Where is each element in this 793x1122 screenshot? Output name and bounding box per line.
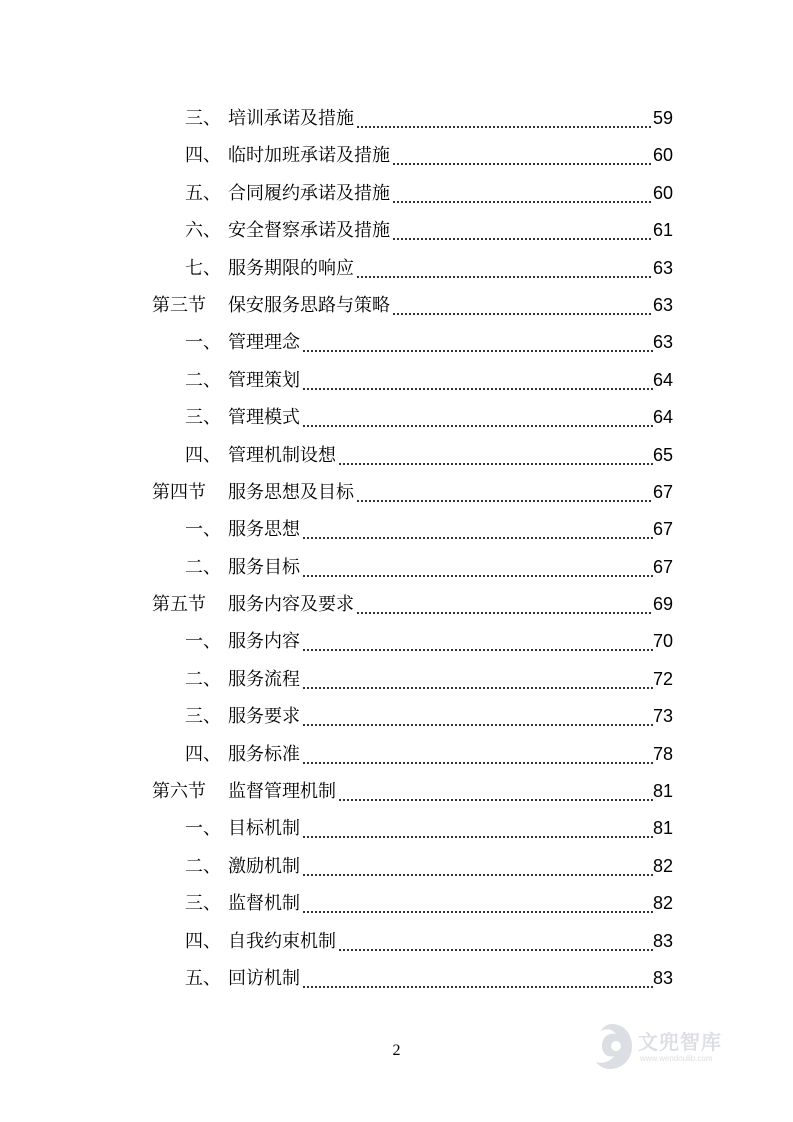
toc-number: 第四节 — [152, 481, 206, 503]
toc-title: 服务内容及要求 — [228, 586, 356, 623]
toc-page-number: 81 — [652, 781, 673, 802]
toc-page-number: 82 — [652, 855, 673, 876]
toc-item-row[interactable] — [0, 698, 793, 735]
toc-title: 管理策划 — [228, 362, 302, 399]
toc-item-row[interactable] — [0, 100, 793, 137]
toc-number: 一、 — [185, 332, 221, 354]
toc-dot-leader — [302, 687, 653, 689]
toc-title: 服务目标 — [228, 549, 302, 586]
toc-number: 四、 — [185, 444, 221, 466]
toc-number: 第五节 — [152, 594, 206, 616]
toc-page-number: 63 — [652, 294, 673, 315]
watermark-text: 文兜智库 — [638, 1030, 722, 1054]
toc-number: 一、 — [185, 631, 221, 653]
toc-dot-leader — [338, 799, 653, 801]
toc-page-number: 83 — [652, 967, 673, 988]
toc-number: 五、 — [185, 967, 221, 989]
toc-page-number: 72 — [652, 668, 673, 689]
table-of-contents — [0, 100, 793, 997]
toc-page-number: 60 — [652, 182, 673, 203]
toc-title: 合同履约承诺及措施 — [228, 175, 392, 212]
toc-title: 临时加班承诺及措施 — [228, 137, 392, 174]
toc-page-number: 61 — [652, 220, 673, 241]
toc-number: 二、 — [185, 369, 221, 391]
toc-item-row[interactable] — [0, 960, 793, 997]
toc-title: 服务流程 — [228, 661, 302, 698]
toc-item-row[interactable] — [0, 923, 793, 960]
toc-item-row[interactable] — [0, 623, 793, 660]
toc-title: 监督机制 — [228, 885, 302, 922]
toc-title: 保安服务思路与策略 — [228, 287, 392, 324]
toc-number: 第三节 — [152, 294, 206, 316]
toc-item-row[interactable] — [0, 137, 793, 174]
toc-number: 四、 — [185, 743, 221, 765]
toc-dot-leader — [356, 612, 653, 614]
toc-page-number: 60 — [652, 145, 673, 166]
toc-item-row[interactable] — [0, 399, 793, 436]
toc-item-row[interactable] — [0, 212, 793, 249]
toc-title: 回访机制 — [228, 960, 302, 997]
toc-page-number: 67 — [652, 556, 673, 577]
toc-dot-leader — [338, 463, 653, 465]
toc-page-number: 83 — [652, 930, 673, 951]
toc-number: 一、 — [185, 519, 221, 541]
toc-dot-leader — [302, 425, 653, 427]
toc-item-row[interactable] — [0, 885, 793, 922]
toc-page-number: 70 — [652, 631, 673, 652]
toc-dot-leader — [302, 762, 653, 764]
toc-section-row[interactable] — [0, 474, 793, 511]
toc-page-number: 59 — [652, 107, 673, 128]
toc-number: 二、 — [185, 556, 221, 578]
toc-item-row[interactable] — [0, 511, 793, 548]
toc-dot-leader — [356, 500, 653, 502]
toc-section-row[interactable] — [0, 287, 793, 324]
toc-dot-leader — [302, 537, 653, 539]
toc-title: 管理理念 — [228, 324, 302, 361]
toc-page-number: 64 — [652, 407, 673, 428]
toc-dot-leader — [338, 949, 653, 951]
toc-item-row[interactable] — [0, 661, 793, 698]
toc-title: 服务要求 — [228, 698, 302, 735]
toc-item-row[interactable] — [0, 437, 793, 474]
toc-dot-leader — [356, 126, 653, 128]
toc-dot-leader — [302, 388, 653, 390]
toc-number: 二、 — [185, 855, 221, 877]
toc-item-row[interactable] — [0, 810, 793, 847]
toc-page-number: 63 — [652, 257, 673, 278]
toc-page-number: 82 — [652, 893, 673, 914]
toc-dot-leader — [356, 276, 653, 278]
toc-item-row[interactable] — [0, 324, 793, 361]
toc-item-row[interactable] — [0, 250, 793, 287]
toc-page-number: 69 — [652, 594, 673, 615]
toc-page-number: 81 — [652, 818, 673, 839]
toc-page-number: 64 — [652, 369, 673, 390]
toc-section-row[interactable] — [0, 586, 793, 623]
toc-dot-leader — [392, 201, 653, 203]
toc-title: 服务思想 — [228, 511, 302, 548]
toc-number: 四、 — [185, 145, 221, 167]
toc-title: 管理模式 — [228, 399, 302, 436]
toc-dot-leader — [392, 313, 653, 315]
toc-number: 三、 — [185, 706, 221, 728]
toc-title: 服务期限的响应 — [228, 250, 356, 287]
toc-item-row[interactable] — [0, 736, 793, 773]
watermark-url: www.wendoulib.com — [640, 1054, 713, 1063]
toc-number: 三、 — [185, 893, 221, 915]
toc-page-number: 78 — [652, 743, 673, 764]
toc-page-number: 73 — [652, 706, 673, 727]
toc-dot-leader — [302, 874, 653, 876]
toc-dot-leader — [302, 911, 653, 913]
toc-title: 管理机制设想 — [228, 437, 338, 474]
toc-dot-leader — [302, 986, 653, 988]
toc-dot-leader — [392, 238, 653, 240]
toc-number: 第六节 — [152, 781, 206, 803]
toc-title: 激励机制 — [228, 848, 302, 885]
toc-dot-leader — [302, 350, 653, 352]
toc-title: 安全督察承诺及措施 — [228, 212, 392, 249]
toc-dot-leader — [302, 649, 653, 651]
toc-dot-leader — [302, 724, 653, 726]
toc-number: 七、 — [185, 257, 221, 279]
toc-item-row[interactable] — [0, 362, 793, 399]
toc-dot-leader — [302, 836, 653, 838]
toc-number: 五、 — [185, 182, 221, 204]
toc-item-row[interactable] — [0, 175, 793, 212]
toc-page-number: 67 — [652, 481, 673, 502]
watermark — [590, 1020, 760, 1075]
toc-item-row[interactable] — [0, 848, 793, 885]
toc-number: 六、 — [185, 220, 221, 242]
toc-title: 目标机制 — [228, 810, 302, 847]
toc-dot-leader — [302, 575, 653, 577]
toc-number: 二、 — [185, 668, 221, 690]
toc-item-row[interactable] — [0, 549, 793, 586]
toc-title: 监督管理机制 — [228, 773, 338, 810]
toc-page-number: 65 — [652, 444, 673, 465]
toc-title: 服务内容 — [228, 623, 302, 660]
toc-page-number: 63 — [652, 332, 673, 353]
toc-number: 三、 — [185, 407, 221, 429]
toc-number: 一、 — [185, 818, 221, 840]
toc-dot-leader — [392, 163, 653, 165]
wendu-logo-icon — [590, 1022, 634, 1072]
toc-title: 服务思想及目标 — [228, 474, 356, 511]
toc-title: 自我约束机制 — [228, 923, 338, 960]
toc-page-number: 67 — [652, 519, 673, 540]
toc-title: 服务标准 — [228, 736, 302, 773]
page-number: 2 — [392, 1042, 401, 1059]
toc-number: 三、 — [185, 107, 221, 129]
toc-number: 四、 — [185, 930, 221, 952]
toc-title: 培训承诺及措施 — [228, 100, 356, 137]
toc-section-row[interactable] — [0, 773, 793, 810]
